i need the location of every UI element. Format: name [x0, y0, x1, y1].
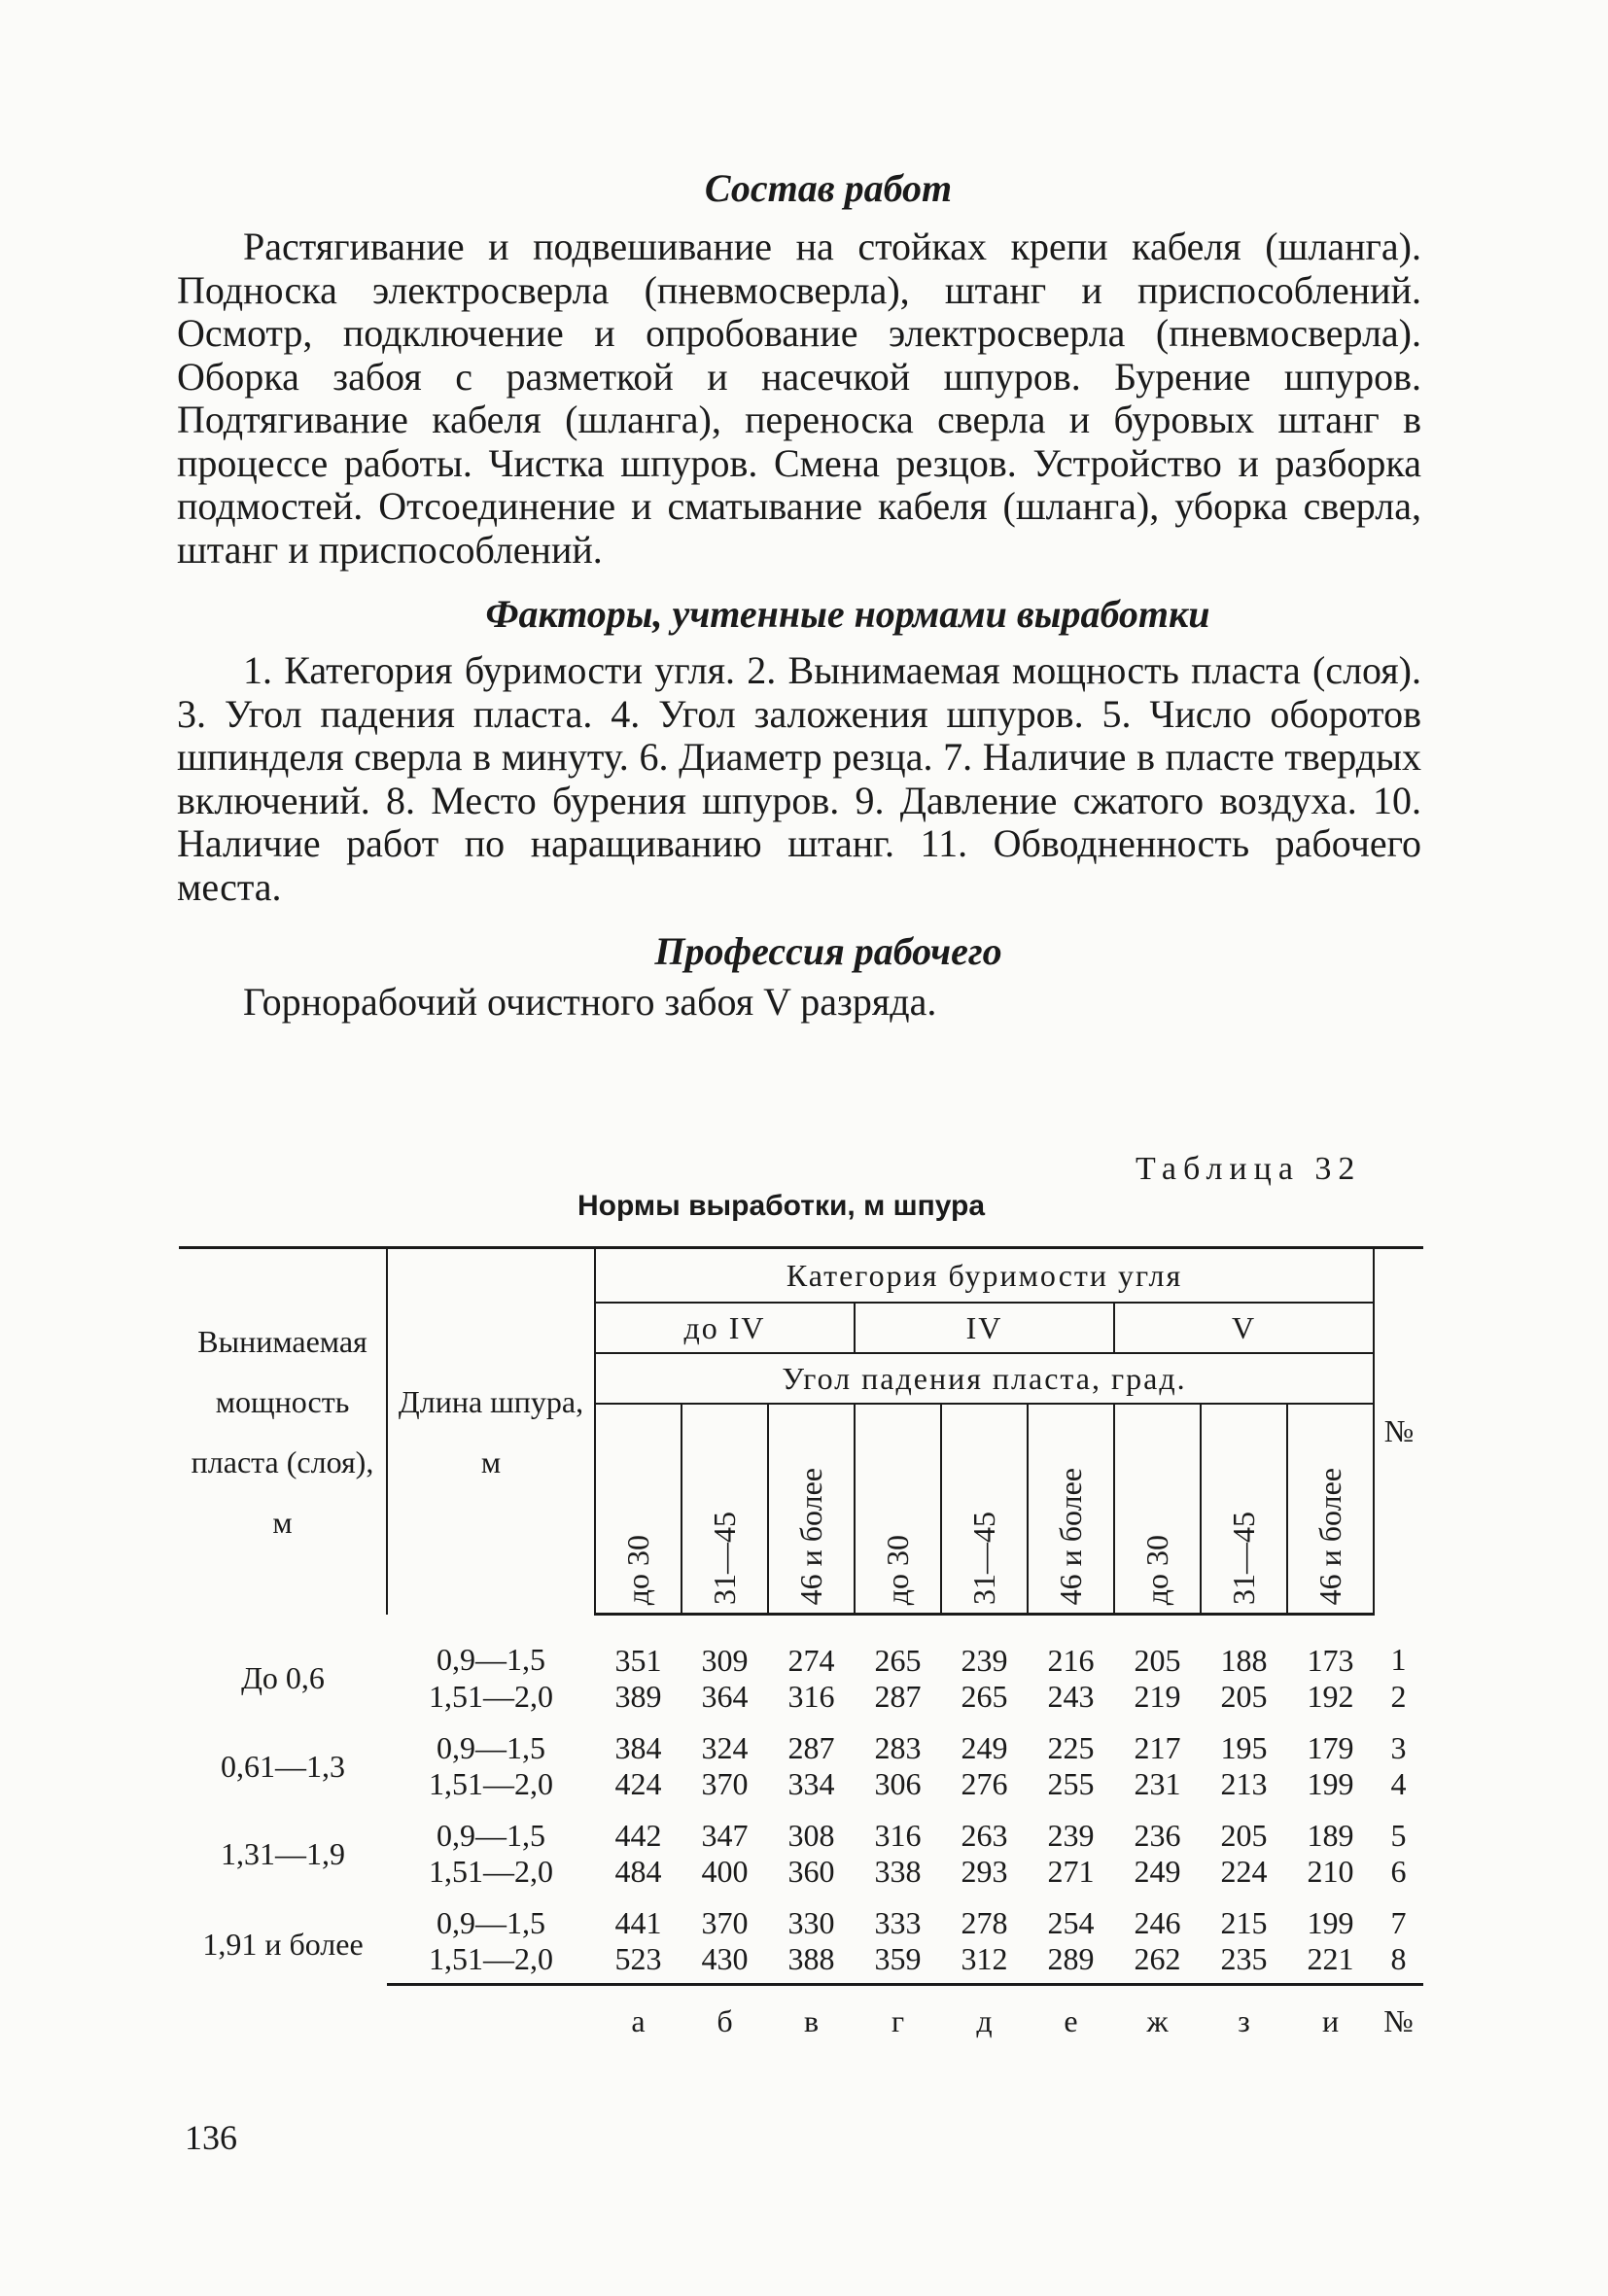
value-cell: 235 [1201, 1941, 1287, 1985]
thickness-cell: 0,61—1,3 [221, 1748, 345, 1784]
row-number: 2 [1390, 1679, 1407, 1714]
value-cell: 360 [787, 1854, 835, 1889]
value-cell: 316 [787, 1679, 835, 1714]
angle-col-header: 46 и более [768, 1404, 855, 1615]
angle-col-header: 31—45 [941, 1404, 1028, 1615]
value-cell: 283 [874, 1730, 922, 1765]
value-cell: 334 [787, 1766, 835, 1801]
table-row [179, 1890, 1423, 1941]
thickness-cell: 1,91 и более [202, 1927, 364, 1963]
value-cell: 224 [1220, 1854, 1268, 1889]
value-cell: 278 [961, 1905, 1008, 1940]
angle-col-header: до 30 [855, 1404, 941, 1615]
row-number: 6 [1390, 1854, 1407, 1889]
number-header: № [1374, 1248, 1423, 1615]
length-cell: 1,51—2,0 [429, 1854, 553, 1889]
value-cell: 254 [1047, 1905, 1095, 1940]
angle-col-header: до 30 [595, 1404, 682, 1615]
row-number: 7 [1390, 1905, 1407, 1940]
value-cell: 289 [1028, 1941, 1114, 1985]
value-cell: 215 [1220, 1905, 1268, 1940]
value-cell: 388 [768, 1941, 855, 1985]
row-number: 4 [1390, 1766, 1407, 1801]
angle-col-header: 46 и более [1028, 1404, 1114, 1615]
value-cell: 217 [1134, 1730, 1181, 1765]
value-cell: 324 [701, 1730, 749, 1765]
value-cell: 442 [614, 1818, 662, 1853]
value-cell: 199 [1307, 1905, 1354, 1940]
table-row [179, 1715, 1423, 1766]
length-cell: 0,9—1,5 [437, 1642, 545, 1678]
value-cell: 205 [1134, 1643, 1181, 1678]
column-letter: д [976, 2002, 993, 2038]
value-cell: 210 [1307, 1854, 1354, 1889]
length-cell: 0,9—1,5 [437, 1730, 545, 1765]
value-cell: 246 [1134, 1905, 1181, 1940]
value-cell: 199 [1307, 1766, 1354, 1801]
column-letter: е [1064, 2002, 1078, 2038]
factors-heading: Факторы, учтенные нормами выработки [485, 592, 1210, 636]
profession-heading: Профессия рабочего [654, 929, 1002, 973]
value-cell: 338 [874, 1854, 922, 1889]
row-number: 8 [1374, 1941, 1423, 1985]
value-cell: 216 [1047, 1643, 1095, 1678]
length-cell: 1,51—2,0 [387, 1941, 595, 1985]
value-cell: 265 [961, 1679, 1008, 1714]
value-cell: 333 [874, 1905, 922, 1940]
value-cell: 274 [787, 1643, 835, 1678]
value-cell: 189 [1307, 1818, 1354, 1853]
group-header: до IV [595, 1303, 855, 1353]
value-cell: 205 [1220, 1679, 1268, 1714]
value-cell: 306 [874, 1766, 922, 1801]
table-row [179, 1615, 1423, 1680]
column-letter: № [1383, 2002, 1414, 2038]
angle-col-header: до 30 [1114, 1404, 1201, 1615]
value-cell: 249 [1134, 1854, 1181, 1889]
value-cell: 308 [787, 1818, 835, 1853]
value-cell: 424 [614, 1766, 662, 1801]
length-cell: 0,9—1,5 [437, 1818, 545, 1853]
value-cell: 370 [701, 1905, 749, 1940]
thickness-header: Вынимаемая мощность пласта (слоя), м [179, 1248, 387, 1615]
table-row [179, 1802, 1423, 1854]
row-number: 1 [1390, 1642, 1407, 1678]
value-cell: 384 [614, 1730, 662, 1765]
value-cell: 219 [1134, 1679, 1181, 1714]
page-number: 136 [185, 2118, 237, 2157]
value-cell: 265 [874, 1643, 922, 1678]
value-cell: 359 [855, 1941, 941, 1985]
value-cell: 400 [701, 1854, 749, 1889]
value-cell: 312 [941, 1941, 1028, 1985]
value-cell: 370 [701, 1766, 749, 1801]
column-letter: ж [1146, 2002, 1169, 2038]
angle-header: Угол падения пласта, град. [595, 1353, 1374, 1404]
value-cell: 188 [1220, 1643, 1268, 1678]
value-cell: 249 [961, 1730, 1008, 1765]
composition-text: Растягивание и подвешивание на стойках крепи кабеля (шланга). Подноска электросверла (пневмосверла), штанг и приспособлений. Осмотр, подключение и опробование электросверла (пневмосверла). Оборка забоя с разметкой и насечкой шпуров. Бурение шпуров. Подтягивание кабеля (шланга), переноска сверла и буровых штанг в процессе работы. Чистка шпуров. Смена резцов. Устройство и разборка подмостей. Отсоединение и сматывание кабеля (шланга), уборка сверла, штанг и приспособлений. [177, 225, 1421, 572]
table-label: Таблица 32 [1136, 1151, 1362, 1187]
value-cell: 195 [1220, 1730, 1268, 1765]
column-letter: в [803, 2002, 820, 2038]
value-cell: 239 [961, 1643, 1008, 1678]
column-letter: б [717, 2002, 733, 2038]
value-cell: 351 [614, 1643, 662, 1678]
value-cell: 347 [701, 1818, 749, 1853]
group-header: IV [855, 1303, 1114, 1353]
value-cell: 364 [701, 1679, 749, 1714]
value-cell: 309 [701, 1643, 749, 1678]
value-cell: 441 [614, 1905, 662, 1940]
group-header: V [1114, 1303, 1374, 1353]
value-cell: 239 [1047, 1818, 1095, 1853]
value-cell: 179 [1307, 1730, 1354, 1765]
factors-text: 1. Категория буримости угля. 2. Вынимаемая мощность пласта (слоя). 3. Угол падения пласта. 4. Угол заложения шпуров. 5. Число оборотов шпинделя сверла в минуту. 6. Диаметр резца. 7. Наличие в пласте твердых включений. 8. Место бурения шпуров. 9. Давление сжатого воздуха. 10. Наличие работ по наращиванию штанг. 11. Обводненность рабочего места. [177, 648, 1421, 909]
value-cell: 205 [1220, 1818, 1268, 1853]
value-cell: 271 [1047, 1854, 1095, 1889]
value-cell: 262 [1114, 1941, 1201, 1985]
value-cell: 231 [1134, 1766, 1181, 1801]
value-cell: 236 [1134, 1818, 1181, 1853]
category-header: Категория буримости угля [595, 1248, 1374, 1304]
angle-col-header: 46 и более [1287, 1404, 1374, 1615]
value-cell: 316 [874, 1818, 922, 1853]
value-cell: 243 [1047, 1679, 1095, 1714]
value-cell: 484 [614, 1854, 662, 1889]
length-header: Длина шпура, м [387, 1248, 595, 1615]
value-cell: 213 [1220, 1766, 1268, 1801]
value-cell: 287 [874, 1679, 922, 1714]
value-cell: 221 [1287, 1941, 1374, 1985]
thickness-cell: 1,31—1,9 [221, 1835, 345, 1871]
angle-col-header: 31—45 [682, 1404, 768, 1615]
value-cell: 330 [787, 1905, 835, 1940]
row-number: 5 [1390, 1818, 1407, 1853]
value-cell: 287 [787, 1730, 835, 1765]
length-cell: 0,9—1,5 [437, 1905, 545, 1940]
value-cell: 225 [1047, 1730, 1095, 1765]
profession-text: Горнорабочий очистного забоя V разряда. [243, 980, 937, 1024]
column-letter: и [1321, 2002, 1340, 2038]
value-cell: 255 [1047, 1766, 1095, 1801]
composition-heading: Состав работ [704, 166, 953, 210]
value-cell: 276 [961, 1766, 1008, 1801]
column-letter: г [891, 2002, 905, 2038]
norms-table [179, 1246, 1423, 2040]
length-cell: 1,51—2,0 [429, 1766, 553, 1801]
value-cell: 263 [961, 1818, 1008, 1853]
row-number: 3 [1390, 1730, 1407, 1765]
length-cell: 1,51—2,0 [429, 1679, 553, 1714]
value-cell: 173 [1307, 1643, 1354, 1678]
angle-col-header: 31—45 [1201, 1404, 1287, 1615]
value-cell: 523 [595, 1941, 682, 1985]
column-letter: з [1238, 2002, 1250, 2038]
value-cell: 293 [961, 1854, 1008, 1889]
thickness-cell: До 0,6 [241, 1659, 325, 1695]
value-cell: 192 [1307, 1679, 1354, 1714]
column-letter: а [631, 2002, 646, 2038]
page-text [177, 165, 1421, 1025]
value-cell: 430 [682, 1941, 768, 1985]
value-cell: 389 [614, 1679, 662, 1714]
column-letter-row [179, 1985, 1423, 2041]
table-title: Нормы выработки, м шпура [577, 1190, 986, 1222]
